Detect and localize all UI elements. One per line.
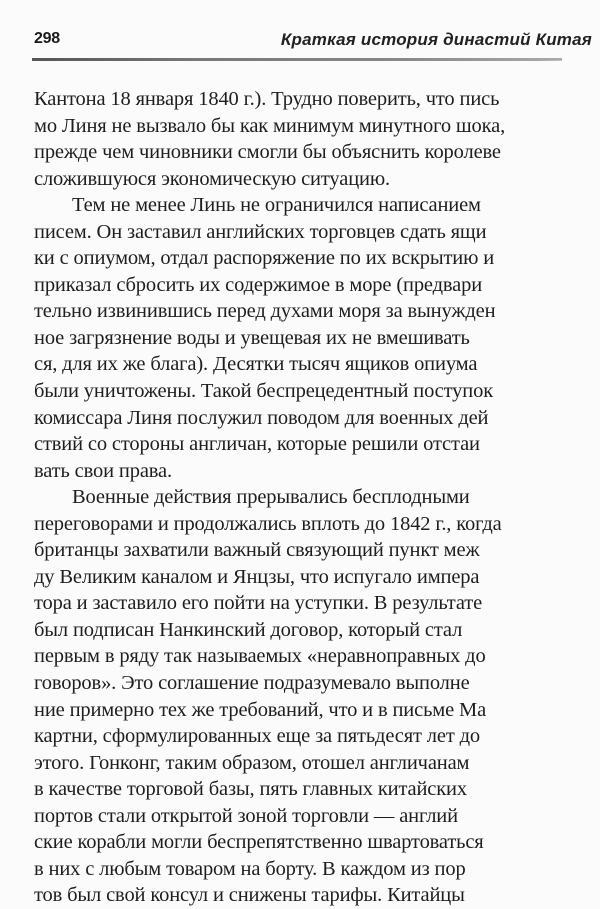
header-rule <box>32 58 562 61</box>
text-line: сложившуюся экономическую ситуацию. <box>34 167 390 190</box>
text-line: портов стали открытой зоной торговли — англий <box>34 804 458 827</box>
text-line: приказал сбросить их содержимое в море (предвари <box>34 273 483 296</box>
text-line: тора и заставило его пойти на уступки. В результате <box>34 592 483 615</box>
text-line: этого. Гонконг, таким образом, отошел англичанам <box>34 751 470 774</box>
page-header <box>34 30 592 56</box>
text-line: писем. Он заставил английских торговцев сдать ящи <box>34 220 487 243</box>
text-line: комиссара Линя послужил поводом для военных дей <box>34 406 489 429</box>
text-line: тельно извинившись перед духами моря за вынужден <box>34 300 496 323</box>
text-line: Кантона 18 января 1840 г.). Трудно поверить, что пись <box>34 88 500 110</box>
text-line: первым в ряду так называемых «неравноправных до <box>34 645 486 668</box>
paragraph-first-line: Военные действия прерывались бесплодными <box>72 486 470 509</box>
text-line: ние примерно тех же требований, что и в письме Ма <box>34 698 487 721</box>
text-line: ное загрязнение воды и увещевая их не вмешивать <box>34 326 470 349</box>
body-text <box>34 86 574 909</box>
text-line: ские корабли могли беспрепятственно швартоваться <box>34 831 484 854</box>
running-title: Краткая история династий Китая <box>280 30 592 49</box>
text-line: в них с любым товаром на борту. В каждом из пор <box>34 857 466 880</box>
text-line: тов был свой консул и снижены тарифы. Китайцы <box>34 884 465 907</box>
text-line: в качестве торговой базы, пять главных китайских <box>34 778 467 801</box>
paragraph-first-line: Тем не менее Линь не ограничился написанием <box>72 194 481 217</box>
text-line: вать свои права. <box>34 459 172 482</box>
text-line: был подписан Нанкинский договор, который стал <box>34 618 463 641</box>
text-line: ду Великим каналом и Янцзы, что испугало импера <box>34 565 480 588</box>
text-line: мо Линя не вызвало бы как минимум минутного шока, <box>34 114 506 137</box>
text-line: говоров». Это соглашение подразумевало выполне <box>34 672 470 695</box>
text-line: прежде чем чиновники смогли бы объяснить королеве <box>34 141 501 164</box>
text-line: картни, сформулированных еще за пятьдесят лет до <box>34 725 481 748</box>
text-line: ся, для их же блага). Десятки тысяч ящиков опиума <box>34 353 478 376</box>
text-line: были уничтожены. Такой беспрецедентный поступок <box>34 380 494 403</box>
text-line: британцы захватили важный связующий пункт меж <box>34 539 480 562</box>
text-line: переговорами и продолжались вплоть до 1842 г., когда <box>34 512 502 535</box>
page-number: 298 <box>34 30 60 47</box>
text-line: ствий со стороны англичан, которые решили отстаи <box>34 433 480 456</box>
text-line: ки с опиумом, отдал распоряжение по их вскрытию и <box>34 247 495 270</box>
